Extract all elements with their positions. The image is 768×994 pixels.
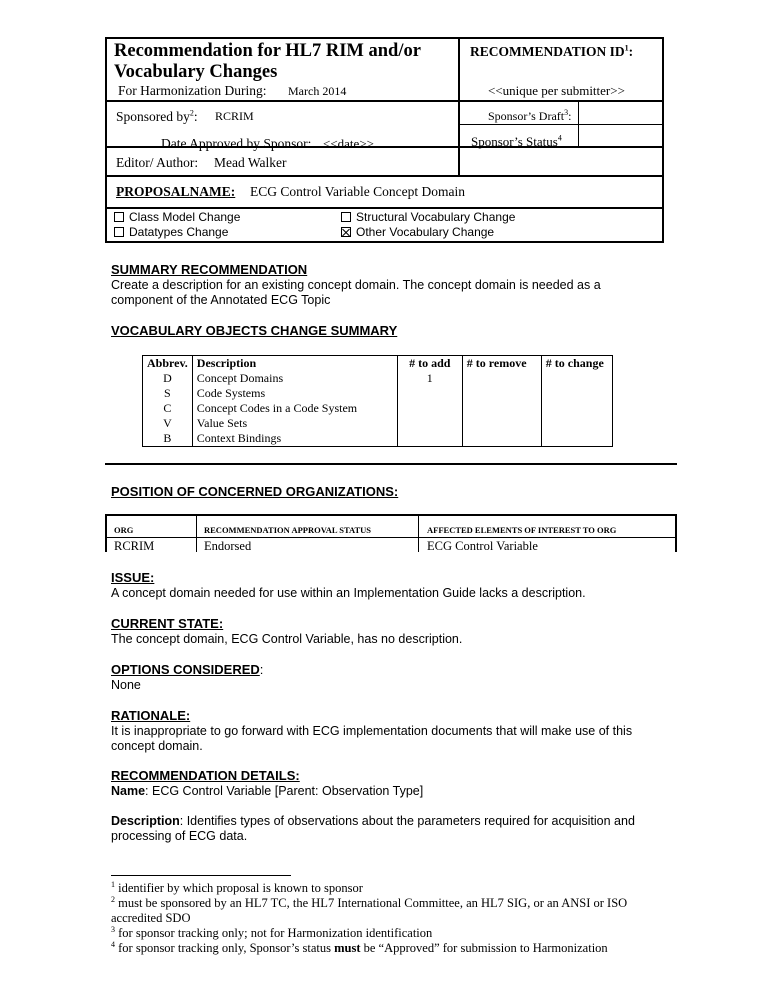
table-cell: Concept Domains — [192, 371, 397, 386]
checkbox-structural-vocabulary[interactable]: Structural Vocabulary Change — [341, 210, 515, 225]
date-approved-value: <<date>> — [323, 136, 374, 151]
table-header-row — [143, 356, 613, 372]
table-rule — [105, 537, 677, 538]
table-row — [143, 401, 613, 416]
table-cell: Value Sets — [192, 416, 397, 431]
footnote-rule — [111, 875, 291, 876]
checkbox-empty-icon — [114, 227, 124, 237]
summary-text: Create a description for an existing concept domain. The concept domain is needed as a component of the Annotated ECG Topic — [111, 278, 601, 307]
column-header: # to remove — [462, 356, 541, 372]
column-header: Abbrev. — [143, 356, 193, 372]
table-cell: D — [143, 371, 193, 386]
table-rule — [105, 514, 677, 516]
table-cell: B — [143, 431, 193, 447]
current-state-heading: CURRENT STATE: — [111, 616, 224, 631]
rationale-text: It is inappropriate to go forward with ECG implementation documents that will make use of this concept domain. — [111, 724, 633, 753]
editor-value: Mead Walker — [214, 155, 287, 170]
document-title: Recommendation for HL7 RIM and/or Vocabulary Changes — [114, 41, 421, 82]
sponsored-by-value: RCRIM — [215, 109, 254, 123]
table-cell — [541, 386, 612, 401]
proposal-name-label: PROPOSALNAME: — [116, 184, 236, 199]
checkbox-empty-icon — [341, 212, 351, 222]
column-header: ORG — [114, 525, 134, 535]
editor-label: Editor/ Author: — [116, 155, 199, 170]
footnote: $^4$ for sponsor tracking only, Sponsor’s status must be “Approved” for submission to Harmonization — [111, 939, 608, 955]
table-cell — [462, 371, 541, 386]
table-cell — [541, 431, 612, 447]
sponsored-by-label: Sponsored $by^2$: — [116, 108, 198, 124]
table-cell — [541, 371, 612, 386]
table-cell: 1 — [397, 371, 462, 386]
table-rule-vertical — [675, 514, 677, 552]
table-cell — [462, 416, 541, 431]
details-description: Description: Identifies types of observations about the parameters required for acquisition and processing of ECG data. — [111, 814, 635, 843]
section-rule — [105, 463, 677, 465]
details-heading: RECOMMENDATION DETAILS: — [111, 768, 300, 783]
header-divider-vertical — [578, 100, 579, 146]
table-cell: Concept Codes in a Code System — [192, 401, 397, 416]
header-divider — [105, 100, 664, 102]
footnote: $^3$ for sponsor tracking only; not for Harmonization identification — [111, 924, 433, 940]
table-cell — [397, 401, 462, 416]
header-divider — [105, 207, 664, 209]
sponsor-draft-label: Sponsor’s Draft$^3$: — [488, 108, 572, 123]
checkbox-datatypes[interactable]: Datatypes Change — [114, 225, 228, 240]
table-cell — [462, 386, 541, 401]
table-cell — [541, 416, 612, 431]
table-cell: Endorsed — [204, 539, 252, 552]
options-text: None — [111, 678, 141, 692]
table-rule-vertical — [418, 514, 419, 552]
header-divider — [105, 175, 664, 177]
table-cell: S — [143, 386, 193, 401]
vocab-summary-heading: VOCABULARY OBJECTS CHANGE SUMMARY — [111, 323, 398, 338]
summary-heading: SUMMARY RECOMMENDATION — [111, 262, 308, 277]
table-row — [143, 371, 613, 386]
checkbox-class-model[interactable]: Class Model Change — [114, 210, 240, 225]
table-cell — [397, 431, 462, 447]
details-name: Name: ECG Control Variable [Parent: Observation Type] — [111, 784, 424, 798]
sponsor-status-label: Sponsor’s Status$^4$ — [471, 133, 562, 149]
column-header: RECOMMENDATION APPROVAL STATUS — [204, 525, 372, 535]
rationale-heading: RATIONALE: — [111, 708, 191, 723]
table-row — [143, 416, 613, 431]
column-header: Description — [192, 356, 397, 372]
table-rule-vertical — [105, 514, 107, 552]
recommendation-id-label: RECOMMENDATION $ID^1$: — [470, 43, 634, 59]
table-cell: ECG Control Variable — [427, 539, 538, 552]
table-cell — [462, 401, 541, 416]
column-header: # to add — [397, 356, 462, 372]
table-cell — [541, 401, 612, 416]
date-approved-label: Date Approved by Sponsor: — [161, 136, 312, 151]
vocab-summary-table — [142, 355, 613, 447]
table-cell: V — [143, 416, 193, 431]
issue-text: A concept domain needed for use within an Implementation Guide lacks a description. — [111, 586, 586, 600]
footnote: $^2$ must be sponsored by an HL7 TC, the HL7 International Committee, an HL7 SIG, or an ANSI or ISO accredited SDO — [111, 894, 628, 925]
footnote: $^1$ identifier by which proposal is known to sponsor — [111, 879, 363, 895]
checkbox-empty-icon — [114, 212, 124, 222]
column-header: AFFECTED ELEMENTS OF INTEREST TO ORG — [427, 525, 617, 535]
header-divider — [458, 124, 664, 125]
table-cell — [397, 416, 462, 431]
checkbox-checked-icon — [341, 227, 351, 237]
position-heading: POSITION OF CONCERNED ORGANIZATIONS: — [111, 484, 399, 499]
table-cell: Context Bindings — [192, 431, 397, 447]
column-header: # to change — [541, 356, 612, 372]
table-cell — [462, 431, 541, 447]
current-state-text: The concept domain, ECG Control Variable, has no description. — [111, 632, 463, 646]
table-row — [143, 386, 613, 401]
harmonization-label: For Harmonization During: — [118, 83, 267, 98]
checkbox-other-vocabulary[interactable]: Other Vocabulary Change — [341, 225, 494, 240]
harmonization-value: March 2014 — [288, 84, 347, 98]
proposal-name-value: ECG Control Variable Concept Domain — [250, 184, 465, 199]
table-cell: C — [143, 401, 193, 416]
table-cell — [397, 386, 462, 401]
header-divider-vertical — [458, 37, 460, 175]
options-heading: OPTIONS CONSIDERED: — [111, 662, 264, 677]
recommendation-id-value: <<unique per submitter>> — [488, 83, 625, 98]
issue-heading: ISSUE: — [111, 570, 155, 585]
table-rule-vertical — [196, 514, 197, 552]
table-cell: Code Systems — [192, 386, 397, 401]
table-row — [143, 431, 613, 447]
table-cell: RCRIM — [114, 539, 155, 552]
